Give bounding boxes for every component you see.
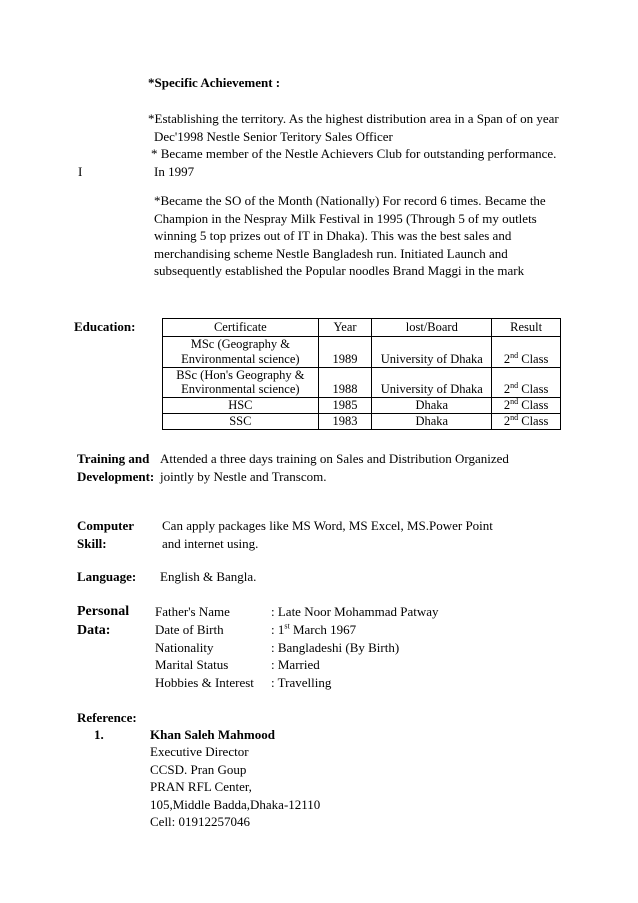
achievement-line: Champion in the Nespray Milk Festival in 1995 (Through 5 of my outlets bbox=[154, 210, 537, 226]
personal-value: : 1st March 1967 bbox=[271, 621, 357, 637]
achievement-line: Dec'1998 Nestle Senior Teritory Sales Officer bbox=[154, 128, 393, 144]
personal-value: : Travelling bbox=[271, 675, 332, 690]
achievement-line: winning 5 top prizes out of IT in Dhaka). This was the best sales and bbox=[154, 228, 512, 244]
result-cell: 2nd Class bbox=[492, 413, 561, 429]
personal-value: : Married bbox=[271, 657, 320, 672]
certificate-cell: MSc (Geography & Environmental science) bbox=[163, 337, 319, 368]
personal-label: Personal bbox=[77, 604, 130, 619]
achievement-line: merchandising scheme Nestle Bangladesh run. Initiated Launch and bbox=[154, 245, 508, 261]
computer-text: Can apply packages like MS Word, MS Excel, MS.Power Point and internet using. bbox=[162, 518, 493, 551]
achievement-block-2 bbox=[154, 192, 546, 280]
personal-key: Date of Birth bbox=[155, 622, 224, 637]
certificate-cell: BSc (Hon's Geography & Environmental science) bbox=[163, 367, 319, 398]
education-label: Education: bbox=[74, 319, 136, 334]
achievement-line: * Became member of the Nestle Achievers Club for outstanding performance. bbox=[151, 146, 557, 162]
achievement-line: *Establishing the territory. As the highest distribution area in a Span of on year bbox=[148, 111, 559, 126]
personal-key: Marital Status bbox=[155, 657, 229, 672]
year-cell: 1985 bbox=[318, 398, 372, 414]
header-year: Year bbox=[318, 319, 372, 337]
table-header-row bbox=[163, 319, 561, 337]
result-cell: 2nd Class bbox=[492, 367, 561, 398]
header-certificate: Certificate bbox=[163, 319, 319, 337]
table-row bbox=[163, 398, 561, 414]
reference-line: CCSD. Pran Goup bbox=[150, 761, 247, 777]
certificate-cell: SSC bbox=[163, 413, 319, 429]
training-label: Training and Development: bbox=[77, 451, 155, 484]
personal-value: : Bangladeshi (By Birth) bbox=[271, 640, 400, 655]
reference-line: Cell: 01912257046 bbox=[150, 814, 251, 830]
personal-value: : Late Noor Mohammad Patway bbox=[271, 604, 439, 619]
table-row bbox=[163, 367, 561, 398]
header-board: lost/Board bbox=[372, 319, 492, 337]
board-cell: University of Dhaka bbox=[372, 337, 492, 368]
achievement-line: subsequently established the Popular noodles Brand Maggi in the mark bbox=[154, 263, 525, 279]
education-table bbox=[162, 318, 561, 430]
achievement-line: *Became the SO of the Month (Nationally) For record 6 times. Became the bbox=[154, 193, 546, 208]
reference-details bbox=[150, 743, 320, 831]
reference-name: Khan Saleh Mahmood bbox=[150, 727, 275, 742]
personal-key: Hobbies & Interest bbox=[155, 675, 254, 690]
reference-line: 105,Middle Badda,Dhaka-12110 bbox=[150, 796, 321, 812]
reference-line: Executive Director bbox=[150, 744, 249, 759]
training-text: Attended a three days training on Sales and Distribution Organized jointly by Nestle and Transcom. bbox=[160, 451, 509, 484]
language-label: Language: bbox=[77, 569, 137, 584]
achievement-marker: I bbox=[78, 164, 83, 179]
board-cell: University of Dhaka bbox=[372, 367, 492, 398]
achievement-heading: *Specific Achievement : bbox=[148, 75, 281, 90]
reference-line: PRAN RFL Center, bbox=[150, 779, 252, 795]
year-cell: 1983 bbox=[318, 413, 372, 429]
achievement-line: In 1997 bbox=[154, 163, 195, 179]
personal-key: Father's Name bbox=[155, 604, 230, 619]
reference-number: 1. bbox=[94, 727, 104, 742]
header-result: Result bbox=[492, 319, 561, 337]
year-cell: 1988 bbox=[318, 367, 372, 398]
board-cell: Dhaka bbox=[372, 398, 492, 414]
achievement-block-1 bbox=[148, 110, 559, 180]
result-cell: 2nd Class bbox=[492, 337, 561, 368]
year-cell: 1989 bbox=[318, 337, 372, 368]
table-row bbox=[163, 337, 561, 368]
board-cell: Dhaka bbox=[372, 413, 492, 429]
result-cell: 2nd Class bbox=[492, 398, 561, 414]
reference-label: Reference: bbox=[77, 710, 137, 725]
personal-key: Nationality bbox=[155, 640, 214, 655]
language-text: English & Bangla. bbox=[160, 569, 257, 584]
certificate-cell: HSC bbox=[163, 398, 319, 414]
table-row bbox=[163, 413, 561, 429]
personal-label-2: Data: bbox=[77, 623, 111, 638]
computer-label: Computer Skill: bbox=[77, 518, 135, 551]
